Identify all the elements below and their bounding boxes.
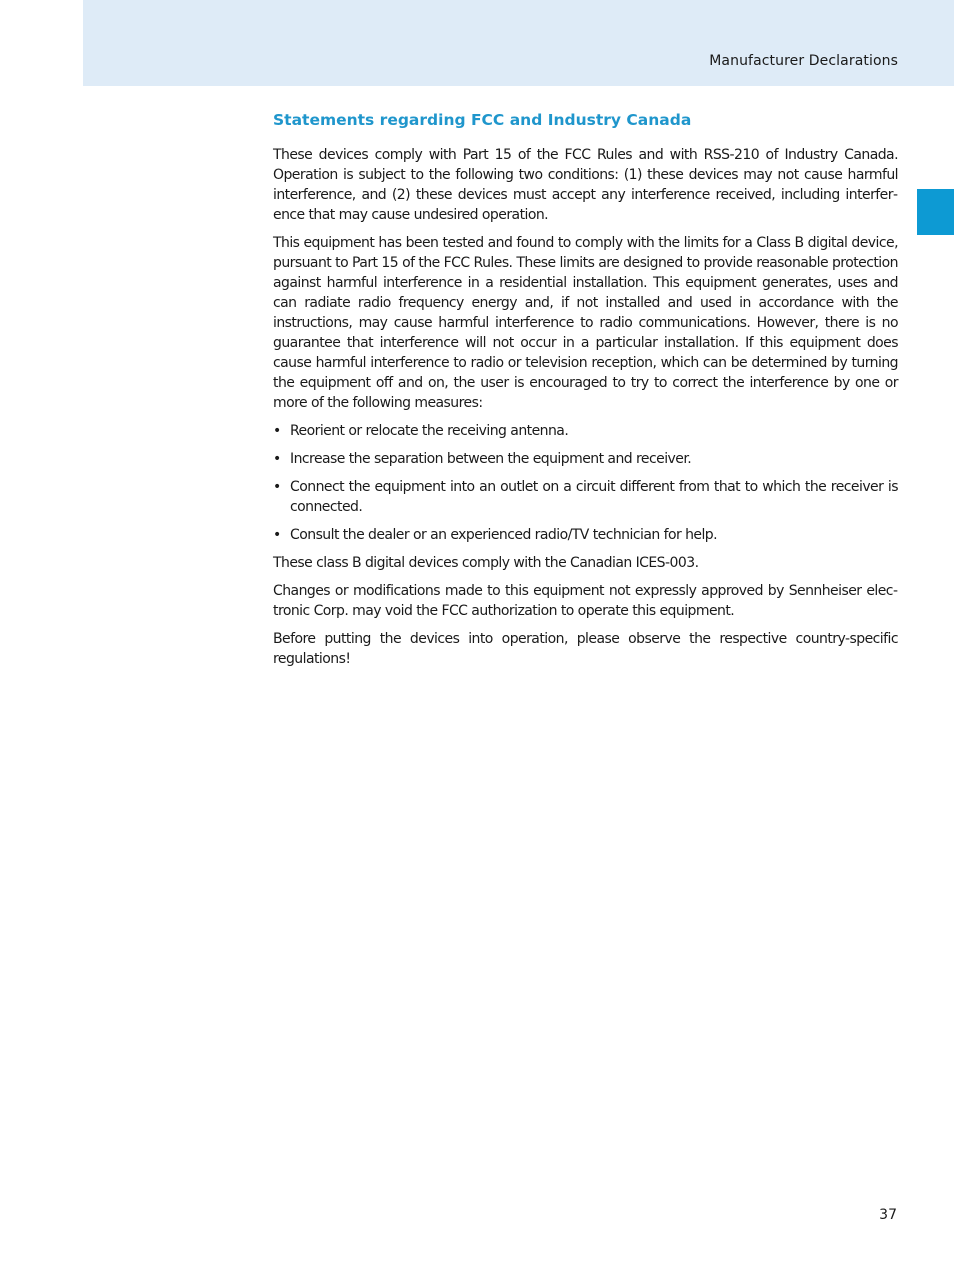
paragraph-compliance: These devices comply with Part 15 of the FCC Rules and with RSS-210 of Industry Canada. Operation is subject to the following two conditions: (1) these devices may not cause harmful interference, and (2) these devices must accept any interference received, including interference that may cause undesired operation. [273, 147, 898, 223]
paragraph-regulations: Before putting the devices into operation, please observe the respective country-specific regulations! [273, 631, 898, 667]
page-number: 37 [879, 1207, 897, 1223]
paragraph-ices: These class B digital devices comply with the Canadian ICES-003. [273, 555, 699, 571]
header-band [83, 0, 954, 86]
bullet-icon: • [273, 423, 281, 439]
paragraph-modifications: Changes or modifications made to this equipment not expressly approved by Sennheiser electronic Corp. may void the FCC authorization to operate this equipment. [273, 583, 898, 619]
chapter-tab-marker [917, 189, 954, 235]
running-header-title: Manufacturer Declarations [709, 53, 898, 69]
list-item [273, 525, 898, 545]
list-item [273, 449, 898, 469]
bullet-icon: • [273, 479, 281, 495]
list-item [273, 477, 898, 517]
main-content [273, 109, 898, 677]
list-item [273, 421, 898, 441]
list-item-text: Increase the separation between the equipment and receiver. [290, 451, 692, 467]
list-item-text: Consult the dealer or an experienced radio/TV technician for help. [290, 527, 718, 543]
paragraph-class-b-testing: This equipment has been tested and found to comply with the limits for a Class B digital device, pursuant to Part 15 of the FCC Rules. These limits are designed to provide reasonable protection against harmful interference in a residential installation. This equipment generates, uses and can radiate radio frequency energy and, if not installed and used in accordance with the instructions, may cause harmful interference to radio communications. However, there is no guarantee that interference will not occur in a particular installation. If this equipment does cause harmful interference to radio or television reception, which can be determined by turning the equipment off and on, the user is encouraged to try to correct the interference by one or more of the following measures: [273, 235, 898, 411]
bullet-icon: • [273, 451, 281, 467]
measures-list [273, 421, 898, 545]
section-heading: Statements regarding FCC and Industry Canada [273, 111, 692, 129]
list-item-text: Connect the equipment into an outlet on a circuit different from that to which the receiver is connected. [290, 479, 898, 515]
bullet-icon: • [273, 527, 281, 543]
list-item-text: Reorient or relocate the receiving antenna. [290, 423, 569, 439]
